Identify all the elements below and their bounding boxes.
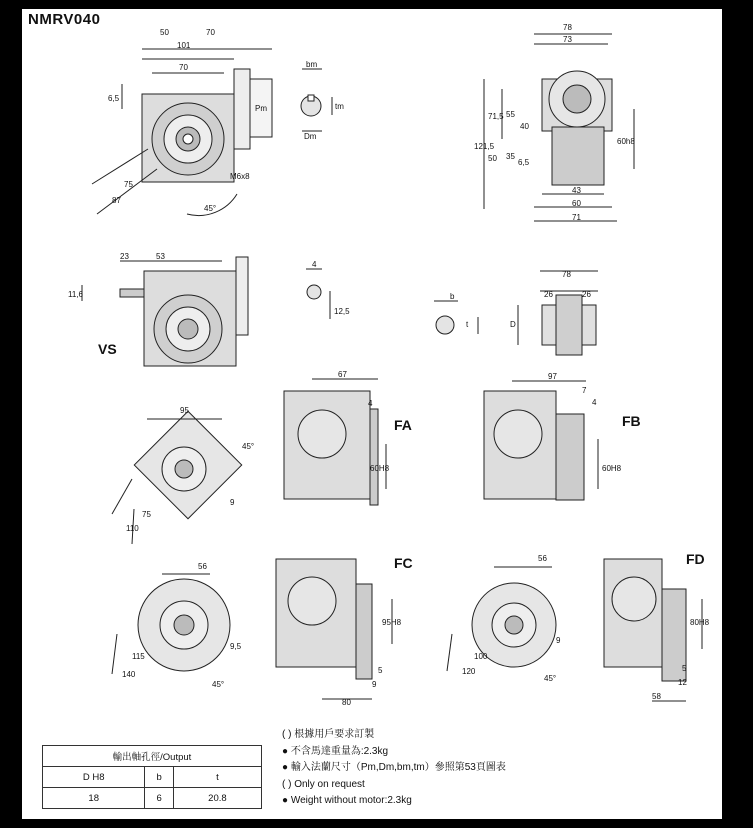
fa-side-view — [284, 379, 386, 505]
dim-k-125: 12,5 — [334, 307, 350, 316]
fb-side-view — [484, 381, 598, 500]
dim-fc-140: 140 — [122, 670, 136, 679]
dim-fb-60h8: 60H8 — [602, 464, 622, 473]
input-shaft-section — [301, 69, 332, 131]
dim-bm: bm — [306, 60, 318, 69]
drawing-sheet — [22, 9, 722, 819]
dim-fc-5: 5 — [378, 666, 383, 675]
dim-r-55: 55 — [506, 110, 515, 119]
label-fb: FB — [622, 413, 641, 429]
notes-list — [282, 727, 506, 810]
dim-fb-7: 7 — [582, 386, 587, 395]
dim-fa-4: 4 — [368, 399, 373, 408]
fc-side-view — [276, 559, 392, 699]
fd-flange-view — [447, 567, 556, 671]
dim-vs-53: 53 — [156, 252, 165, 261]
dim-fc-56: 56 — [198, 562, 207, 571]
dim-top-101: 101 — [177, 41, 191, 50]
dim-fd-9: 9 — [556, 636, 561, 645]
dim-fa-95: 95 — [180, 406, 189, 415]
table-header: D H8 — [43, 767, 145, 788]
note-item: ( ) Only on request — [282, 778, 365, 790]
dim-top-45: 45° — [204, 204, 217, 213]
technical-drawing — [22, 9, 722, 819]
dim-s-26a: 26 — [544, 290, 553, 299]
dim-r-35: 35 — [506, 152, 515, 161]
dim-vs-23: 23 — [120, 252, 129, 261]
dim-fc-115: 115 — [132, 652, 145, 661]
dim-top-m6: M6x8 — [230, 172, 250, 181]
dim-fd-45: 45° — [544, 674, 557, 683]
dim-dm: Dm — [304, 132, 317, 141]
dim-fc-80: 80 — [342, 698, 351, 707]
dim-fc-45: 45° — [212, 680, 225, 689]
note-item: ● 不含馬達重量為:2.3kg — [282, 745, 389, 757]
output-bore-table — [42, 745, 262, 809]
dim-r-715: 71,5 — [488, 112, 504, 121]
dim-top-70: 70 — [206, 28, 215, 37]
dim-fc-95: 9,5 — [230, 642, 242, 651]
dim-fa-75: 75 — [142, 510, 151, 519]
table-cell: 18 — [43, 788, 145, 809]
dim-tm: tm — [335, 102, 344, 111]
key-section — [306, 269, 330, 319]
note-item: ● Weight without motor:2.3kg — [282, 795, 412, 806]
dim-top-pm: Pm — [255, 104, 267, 113]
dim-fd-58: 58 — [652, 692, 661, 701]
dim-s-b: b — [450, 292, 455, 301]
dim-s-78: 78 — [562, 270, 571, 279]
dim-fc-9: 9 — [372, 680, 377, 689]
dim-s-t: t — [466, 320, 469, 329]
dim-r-50: 50 — [488, 154, 497, 163]
label-fa: FA — [394, 417, 412, 433]
dim-top-50: 50 — [160, 28, 169, 37]
dim-top-65: 6,5 — [108, 94, 120, 103]
dim-s-d: D — [510, 320, 516, 329]
dim-fd-120: 120 — [462, 667, 476, 676]
top-right-view — [484, 34, 634, 221]
dim-fa-9: 9 — [230, 498, 235, 507]
dim-fd-80h8: 80H8 — [690, 618, 710, 627]
dim-fd-56: 56 — [538, 554, 547, 563]
dim-fc-95h8: 95H8 — [382, 618, 402, 627]
table-cell: 20.8 — [173, 788, 261, 809]
dim-fa-45: 45° — [242, 442, 255, 451]
dim-fd-12: 12 — [678, 678, 687, 687]
dim-s-26b: 26 — [582, 290, 591, 299]
dim-top-87: 87 — [112, 196, 121, 205]
output-shaft-section — [434, 271, 598, 355]
dim-r-71: 71 — [572, 213, 581, 222]
table-header: t — [173, 767, 261, 788]
top-left-view — [92, 49, 272, 216]
model-title: NMRV040 — [28, 11, 101, 28]
note-item: ( ) 根據用戶要求訂製 — [282, 729, 375, 740]
dim-vs-116: 11,6 — [68, 290, 83, 299]
dim-r-1215: 121,5 — [474, 142, 495, 151]
label-fc: FC — [394, 555, 413, 571]
fd-side-view — [604, 559, 702, 701]
dim-fd-5: 5 — [682, 664, 687, 673]
dim-fb-4: 4 — [592, 398, 597, 407]
note-item: ● 輸入法蘭尺寸（Pm,Dm,bm,tm）參照第53頁圖表 — [282, 762, 506, 773]
dim-fb-97: 97 — [548, 372, 557, 381]
dim-r-60h8: 60h8 — [617, 137, 635, 146]
dim-top-75: 75 — [124, 180, 133, 189]
table-cell: 6 — [145, 788, 173, 809]
dim-r-65: 6,5 — [518, 158, 530, 167]
dim-top-70b: 70 — [179, 63, 188, 72]
dim-r-43: 43 — [572, 186, 581, 195]
dim-r-73: 73 — [563, 35, 572, 44]
dim-fa-67: 67 — [338, 370, 347, 379]
dim-r-60: 60 — [572, 199, 581, 208]
dim-r-78: 78 — [563, 23, 572, 32]
table-header: b — [145, 767, 173, 788]
dim-r-40: 40 — [520, 122, 529, 131]
dim-fa-60h8: 60H8 — [370, 464, 390, 473]
dim-fd-100: 100 — [474, 652, 488, 661]
label-fd: FD — [686, 551, 705, 567]
label-vs: VS — [98, 341, 117, 357]
dim-fa-110: 110 — [126, 524, 139, 533]
dim-k-4: 4 — [312, 260, 317, 269]
fc-flange-view — [112, 574, 230, 674]
output-table-title: 輸出軸孔徑/Output — [43, 746, 262, 767]
